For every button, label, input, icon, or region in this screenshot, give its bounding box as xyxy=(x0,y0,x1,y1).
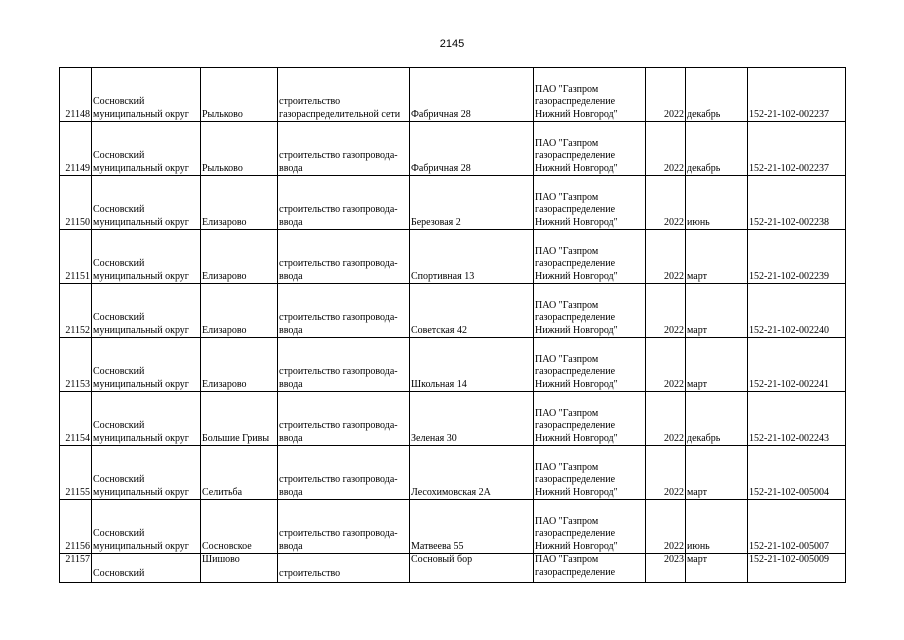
organization-cell xyxy=(534,230,646,284)
row-number xyxy=(60,176,92,230)
address-text: Спортивная 13 xyxy=(411,270,475,282)
row-number-text: 21151 xyxy=(65,270,90,282)
year-cell xyxy=(646,446,686,500)
district-cell xyxy=(92,338,201,392)
code-text: 152-21-102-002238 xyxy=(749,216,829,228)
organization-cell xyxy=(534,284,646,338)
row-number xyxy=(60,500,92,554)
org-line: Нижний Новгород" xyxy=(535,486,618,498)
work-type-line: строительство газопровода- xyxy=(279,420,398,431)
row-number: 21157 xyxy=(60,554,92,583)
org-line: газораспределение xyxy=(535,258,616,269)
district-line: муниципальный округ xyxy=(93,324,189,336)
work-type-cell xyxy=(278,554,410,583)
row-number xyxy=(60,122,92,176)
code-text: 152-21-102-002243 xyxy=(749,432,829,444)
address-text: Матвеева 55 xyxy=(411,540,464,552)
work-type-line: ввода xyxy=(279,378,303,390)
address-text: Советская 42 xyxy=(411,324,467,336)
settlement-text: Сосновское xyxy=(202,540,252,552)
row-number-text: 21149 xyxy=(65,162,90,174)
work-type-line: ввода xyxy=(279,270,303,282)
district-line: муниципальный округ xyxy=(93,540,189,552)
year-cell xyxy=(646,230,686,284)
year-text: 2022 xyxy=(664,270,684,282)
district-cell xyxy=(92,68,201,122)
settlement-cell xyxy=(201,446,278,500)
month-cell xyxy=(686,68,748,122)
year-cell xyxy=(646,176,686,230)
district-line: Сосновский xyxy=(93,366,145,377)
district-line: муниципальный округ xyxy=(93,270,189,282)
address-text: Зеленая 30 xyxy=(411,432,457,444)
district-cell xyxy=(92,176,201,230)
month-text: декабрь xyxy=(687,108,721,120)
org-line: Нижний Новгород" xyxy=(535,540,618,552)
code-cell xyxy=(748,68,846,122)
year-text: 2022 xyxy=(664,108,684,120)
row-number-text: 21155 xyxy=(65,486,90,498)
year-cell xyxy=(646,500,686,554)
district-cell xyxy=(92,230,201,284)
work-type-line: строительство xyxy=(279,96,341,107)
district-line: муниципальный округ xyxy=(93,378,189,390)
table-row-last xyxy=(60,554,846,583)
row-number-text: 21156 xyxy=(65,540,90,552)
month-cell xyxy=(686,230,748,284)
address-text: Лесохимовская 2А xyxy=(411,486,491,498)
district-line: Сосновский xyxy=(93,312,145,323)
settlement-text: Селитьба xyxy=(202,486,243,498)
address-cell xyxy=(410,230,534,284)
table-row xyxy=(60,392,846,446)
code-text: 152-21-102-002237 xyxy=(749,108,829,120)
settlement-text: Елизарово xyxy=(202,378,247,390)
work-type-line: строительство газопровода- xyxy=(279,474,398,485)
work-type-line: газораспределительной сети xyxy=(279,108,401,120)
table-row xyxy=(60,446,846,500)
work-type-cell xyxy=(278,284,410,338)
organization-cell xyxy=(534,446,646,500)
table-row xyxy=(60,338,846,392)
month-cell xyxy=(686,122,748,176)
settlement-text: Елизарово xyxy=(202,216,247,228)
month-text: март xyxy=(687,324,707,336)
code-cell: 152-21-102-005009 xyxy=(748,554,846,583)
address-cell xyxy=(410,68,534,122)
address-cell xyxy=(410,446,534,500)
work-type-line: ввода xyxy=(279,432,303,444)
org-line: Нижний Новгород" xyxy=(535,162,618,174)
district-line: муниципальный округ xyxy=(93,216,189,228)
district-line: Сосновский xyxy=(93,474,145,485)
settlement-text: Елизарово xyxy=(202,324,247,336)
work-type-line: строительство газопровода- xyxy=(279,204,398,215)
row-number-text: 21152 xyxy=(65,324,90,336)
month-text: июнь xyxy=(687,216,710,228)
code-text: 152-21-102-002240 xyxy=(749,324,829,336)
row-number-text: 21153 xyxy=(65,378,90,390)
org-line: газораспределение xyxy=(535,312,616,323)
row-number xyxy=(60,284,92,338)
org-line: газораспределение xyxy=(535,420,616,431)
org-line: газораспределение xyxy=(535,474,616,485)
page-number: 2145 xyxy=(439,38,465,50)
year-text: 2022 xyxy=(664,378,684,390)
month-text: март xyxy=(687,378,707,390)
district-line: муниципальный округ xyxy=(93,432,189,444)
settlement-text: Рыльково xyxy=(202,108,243,120)
org-line: Нижний Новгород" xyxy=(535,324,618,336)
address-text: Фабричная 28 xyxy=(411,162,471,174)
district-line: Сосновский xyxy=(93,568,145,579)
org-line: Нижний Новгород" xyxy=(535,378,618,390)
district-cell xyxy=(92,122,201,176)
work-type-cell xyxy=(278,122,410,176)
district-line: Сосновский xyxy=(93,204,145,215)
work-type-line: строительство газопровода- xyxy=(279,312,398,323)
organization-cell xyxy=(534,122,646,176)
work-type-line: строительство газопровода- xyxy=(279,150,398,161)
month-cell xyxy=(686,284,748,338)
org-line: газораспределение xyxy=(535,566,616,578)
table-row xyxy=(60,500,846,554)
table-row xyxy=(60,122,846,176)
org-line: ПАО "Газпром xyxy=(535,515,599,527)
org-line: газораспределение xyxy=(535,366,616,377)
code-text: 152-21-102-005007 xyxy=(749,540,829,552)
org-line: ПАО "Газпром xyxy=(535,137,599,149)
row-number xyxy=(60,392,92,446)
code-cell xyxy=(748,122,846,176)
organization-cell xyxy=(534,68,646,122)
work-type-cell xyxy=(278,338,410,392)
org-line: ПАО "Газпром xyxy=(535,353,599,365)
settlement-cell xyxy=(201,122,278,176)
org-line: ПАО "Газпром xyxy=(535,245,599,257)
code-text: 152-21-102-002237 xyxy=(749,162,829,174)
organization-cell xyxy=(534,338,646,392)
code-cell xyxy=(748,176,846,230)
organization-cell xyxy=(534,554,646,583)
table-row xyxy=(60,176,846,230)
work-type-line: строительство xyxy=(279,568,341,579)
month-text: декабрь xyxy=(687,162,721,174)
code-cell xyxy=(748,392,846,446)
gas-works-table xyxy=(59,67,846,583)
district-cell xyxy=(92,446,201,500)
settlement-text: Елизарово xyxy=(202,270,247,282)
org-line: газораспределение xyxy=(535,150,616,161)
year-cell xyxy=(646,284,686,338)
address-text: Школьная 14 xyxy=(411,378,467,390)
org-line: ПАО "Газпром xyxy=(535,407,599,419)
table-body xyxy=(60,68,846,583)
code-text: 152-21-102-002239 xyxy=(749,270,829,282)
work-type-line: ввода xyxy=(279,540,303,552)
org-line: ПАО "Газпром xyxy=(535,83,599,95)
code-cell xyxy=(748,446,846,500)
address-cell xyxy=(410,500,534,554)
table-row xyxy=(60,68,846,122)
year-text: 2022 xyxy=(664,432,684,444)
month-cell xyxy=(686,392,748,446)
org-line: Нижний Новгород" xyxy=(535,216,618,228)
work-type-line: ввода xyxy=(279,216,303,228)
org-line: ПАО "Газпром xyxy=(535,191,599,203)
year-text: 2022 xyxy=(664,216,684,228)
settlement-text: Рыльково xyxy=(202,162,243,174)
work-type-cell xyxy=(278,500,410,554)
settlement-cell xyxy=(201,230,278,284)
address-text: Березовая 2 xyxy=(411,216,461,228)
district-line: Сосновский xyxy=(93,528,145,539)
code-cell xyxy=(748,338,846,392)
district-line: Сосновский xyxy=(93,96,145,107)
row-number xyxy=(60,338,92,392)
year-cell xyxy=(646,392,686,446)
org-line: ПАО "Газпром xyxy=(535,554,599,565)
work-type-cell xyxy=(278,446,410,500)
address-cell xyxy=(410,176,534,230)
work-type-cell xyxy=(278,68,410,122)
row-number xyxy=(60,68,92,122)
org-line: ПАО "Газпром xyxy=(535,461,599,473)
district-cell xyxy=(92,284,201,338)
work-type-line: строительство газопровода- xyxy=(279,258,398,269)
org-line: Нижний Новгород" xyxy=(535,108,618,120)
month-text: декабрь xyxy=(687,432,721,444)
month-text: март xyxy=(687,270,707,282)
work-type-cell xyxy=(278,176,410,230)
row-number xyxy=(60,446,92,500)
code-text: 152-21-102-005004 xyxy=(749,486,829,498)
month-cell xyxy=(686,176,748,230)
org-line: Нижний Новгород" xyxy=(535,270,618,282)
code-text: 152-21-102-002241 xyxy=(749,378,829,390)
settlement-cell: Шишово xyxy=(201,554,278,583)
settlement-cell xyxy=(201,500,278,554)
address-cell: Сосновый бор xyxy=(410,554,534,583)
work-type-line: ввода xyxy=(279,324,303,336)
month-cell xyxy=(686,338,748,392)
code-cell xyxy=(748,500,846,554)
table-row xyxy=(60,230,846,284)
year-cell xyxy=(646,338,686,392)
year-text: 2022 xyxy=(664,162,684,174)
settlement-cell xyxy=(201,68,278,122)
work-type-line: строительство газопровода- xyxy=(279,528,398,539)
address-cell xyxy=(410,122,534,176)
row-number-text: 21150 xyxy=(65,216,90,228)
district-line: Сосновский xyxy=(93,420,145,431)
org-line: Нижний Новгород" xyxy=(535,432,618,444)
settlement-text: Большие Гривы xyxy=(202,432,270,444)
month-text: март xyxy=(687,486,707,498)
district-cell xyxy=(92,392,201,446)
month-cell: март xyxy=(686,554,748,583)
month-text: июнь xyxy=(687,540,710,552)
organization-cell xyxy=(534,500,646,554)
year-cell: 2023 xyxy=(646,554,686,583)
work-type-cell xyxy=(278,230,410,284)
year-text: 2022 xyxy=(664,324,684,336)
row-number-text: 21154 xyxy=(65,432,90,444)
district-cell xyxy=(92,500,201,554)
org-line: газораспределение xyxy=(535,528,616,539)
org-line: газораспределение xyxy=(535,204,616,215)
district-cell xyxy=(92,554,201,583)
work-type-cell xyxy=(278,392,410,446)
work-type-line: ввода xyxy=(279,486,303,498)
org-line: ПАО "Газпром xyxy=(535,299,599,311)
address-cell xyxy=(410,392,534,446)
code-cell xyxy=(748,284,846,338)
address-cell xyxy=(410,284,534,338)
month-cell xyxy=(686,446,748,500)
district-line: муниципальный округ xyxy=(93,108,189,120)
year-cell xyxy=(646,68,686,122)
organization-cell xyxy=(534,392,646,446)
settlement-cell xyxy=(201,176,278,230)
district-line: муниципальный округ xyxy=(93,162,189,174)
month-cell xyxy=(686,500,748,554)
organization-cell xyxy=(534,176,646,230)
district-line: муниципальный округ xyxy=(93,486,189,498)
org-line: газораспределение xyxy=(535,96,616,107)
row-number-text: 21148 xyxy=(65,108,90,120)
table-row xyxy=(60,284,846,338)
settlement-cell xyxy=(201,392,278,446)
address-cell xyxy=(410,338,534,392)
year-text: 2022 xyxy=(664,486,684,498)
year-text: 2022 xyxy=(664,540,684,552)
settlement-cell xyxy=(201,284,278,338)
district-line: Сосновский xyxy=(93,258,145,269)
row-number xyxy=(60,230,92,284)
settlement-cell xyxy=(201,338,278,392)
work-type-line: ввода xyxy=(279,162,303,174)
code-cell xyxy=(748,230,846,284)
work-type-line: строительство газопровода- xyxy=(279,366,398,377)
district-line: Сосновский xyxy=(93,150,145,161)
year-cell xyxy=(646,122,686,176)
address-text: Фабричная 28 xyxy=(411,108,471,120)
